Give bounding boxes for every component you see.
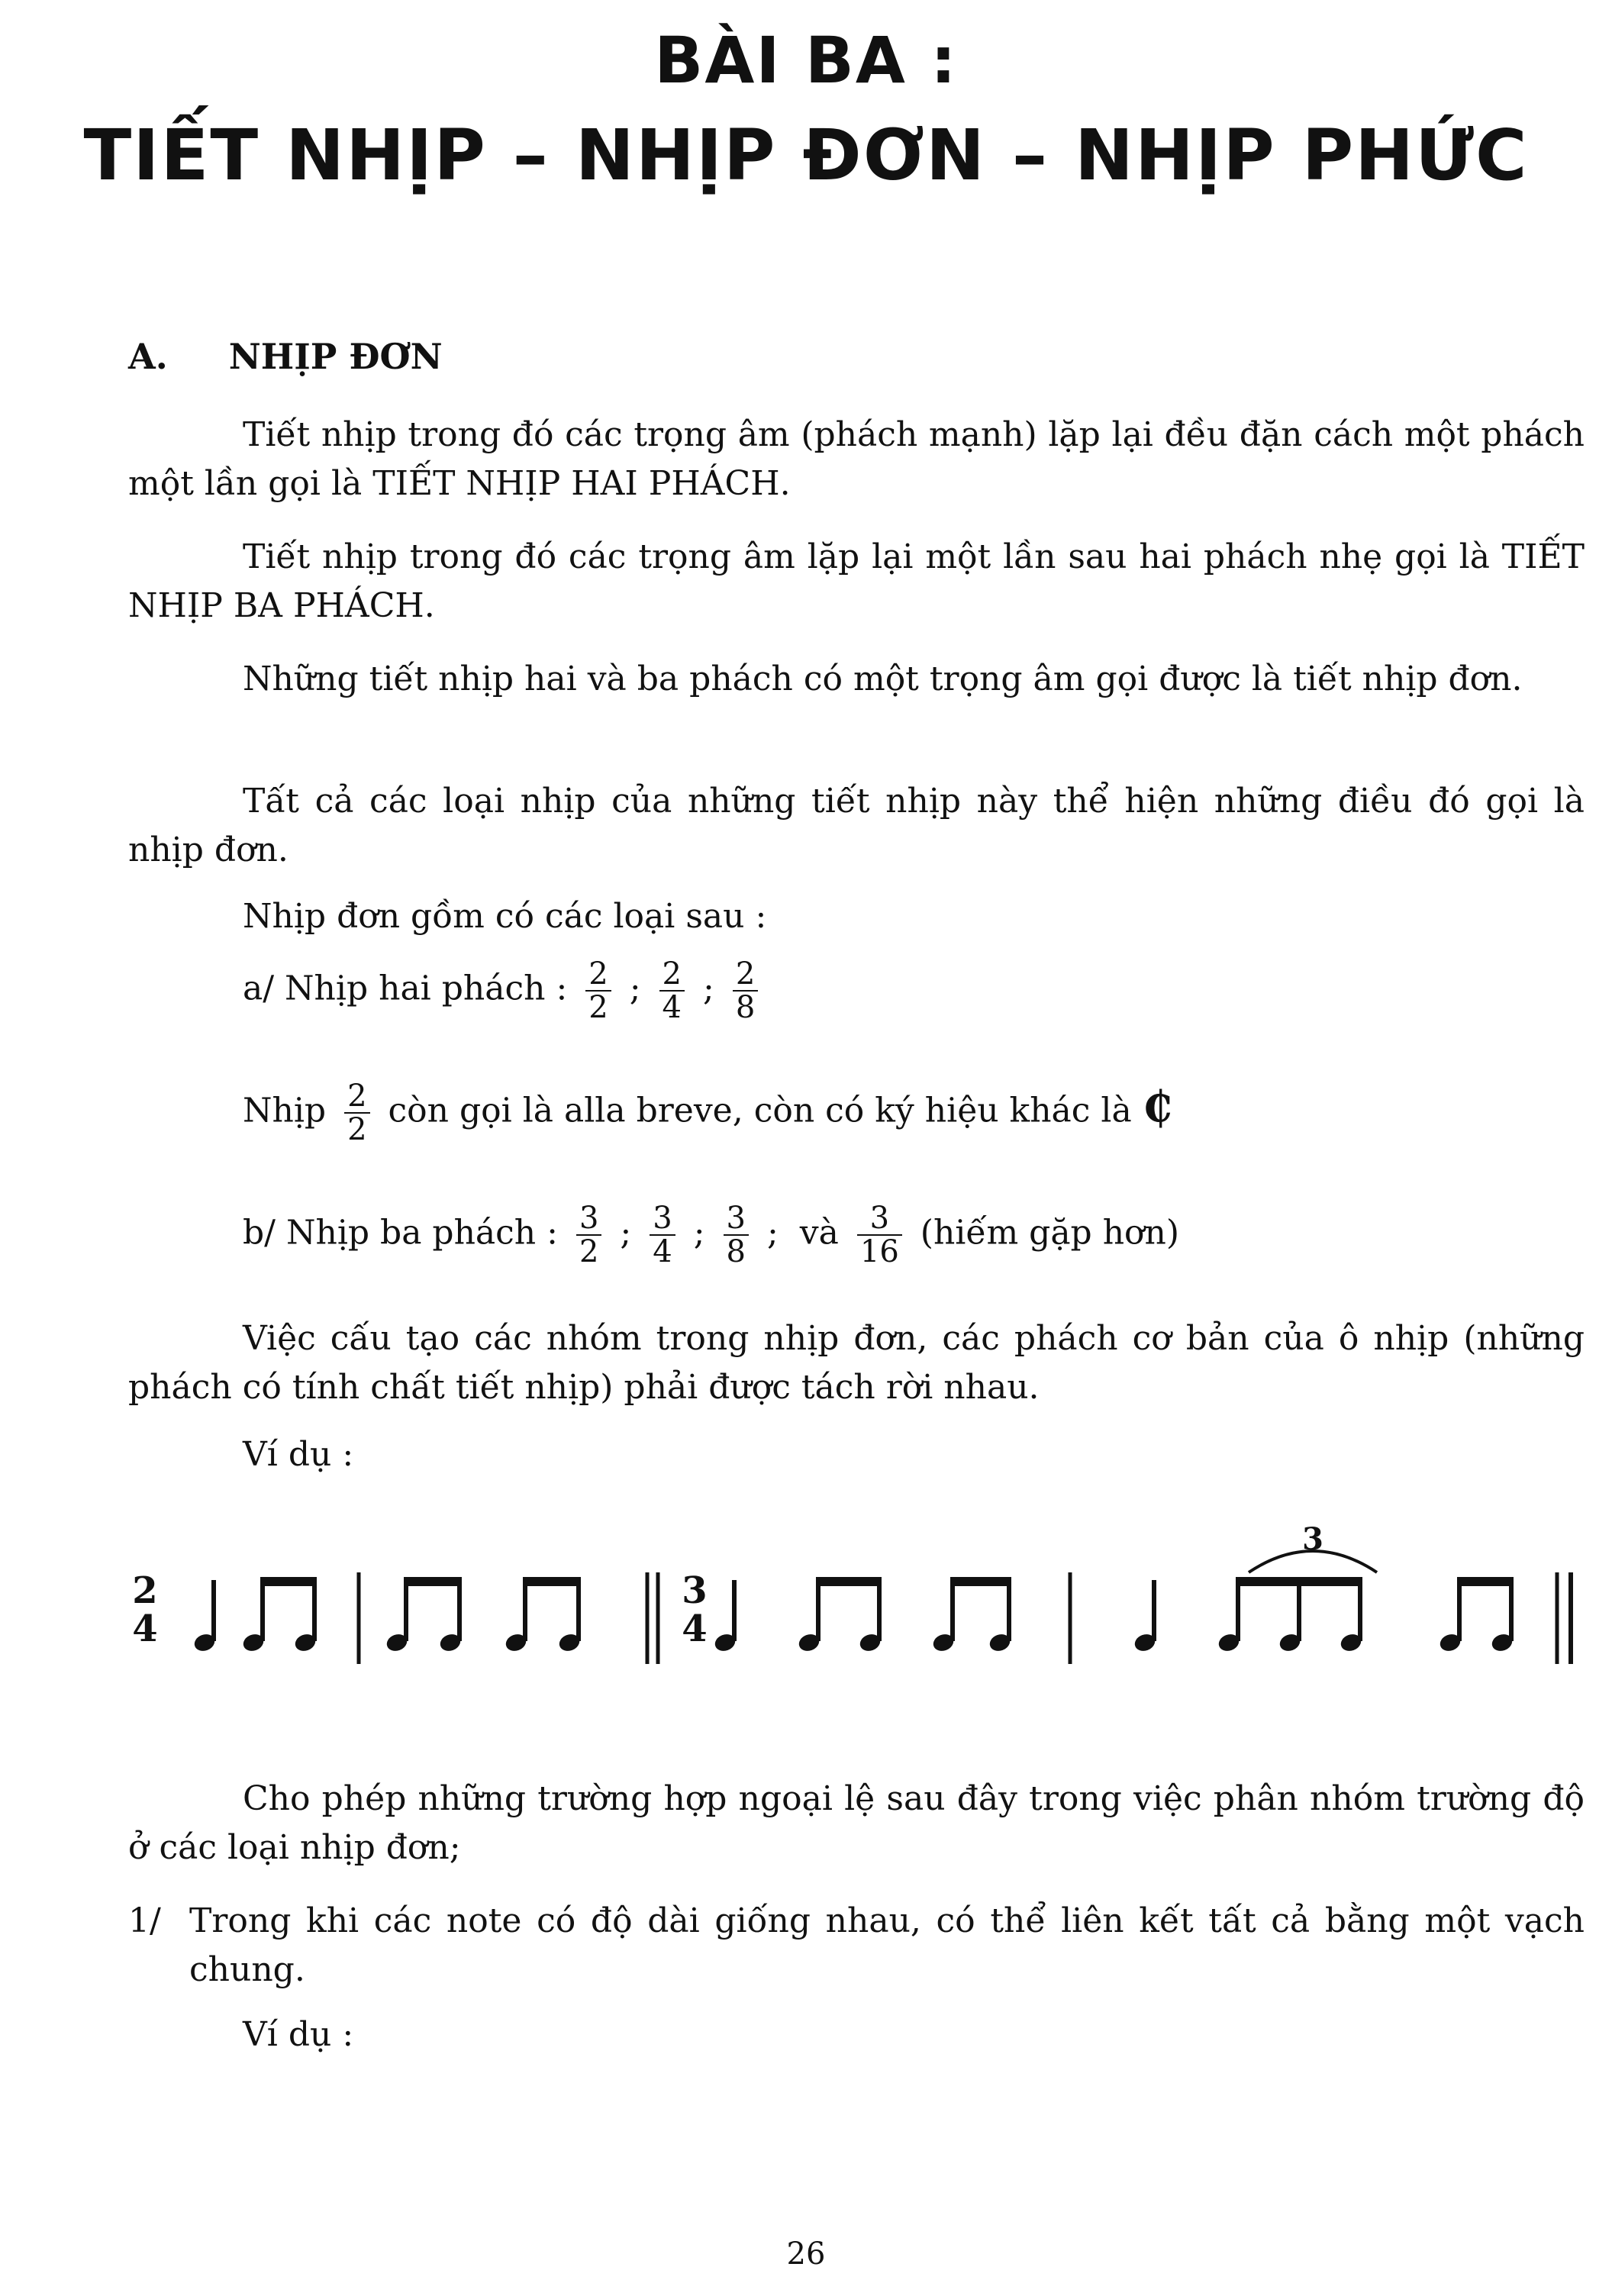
quarter-note: [713, 1580, 737, 1653]
section-label: A.: [128, 336, 168, 377]
three-beat-label: b/ Nhịp ba phách :: [243, 1213, 558, 1253]
eighth-note-pair: [504, 1577, 581, 1653]
fraction: $\frac{2}{2}$: [585, 958, 611, 1024]
fraction: $\frac{2}{2}$: [344, 1080, 369, 1146]
paragraph-text: Tiết nhịp trong đó các trọng âm (phách mạnh) lặp lại đều đặn cách một phách một lần gọi là TIẾT NHỊP HAI PHÁCH.: [128, 415, 1585, 503]
example-label: Ví dụ :: [243, 1435, 354, 1474]
fraction: $\frac{2}{8}$: [733, 958, 758, 1024]
rhythm-notation: [0, 1519, 1612, 1702]
paragraph: [128, 533, 1585, 630]
exception-number: 1/: [128, 1901, 161, 1940]
section-heading: [128, 336, 443, 377]
paragraph-text: Tất cả các loại nhịp của những tiết nhịp này thể hiện những điều đó gọi là nhịp đơn.: [128, 782, 1585, 869]
paragraph-text: Tiết nhịp trong đó các trọng âm lặp lại một lần sau hai phách nhẹ gọi là TIẾT NHỊP BA PHÁCH.: [128, 537, 1585, 625]
two-beat-line: a/ Nhịp hai phách : $\frac{2}{2}$ ; $\frac{2}{4}$ ; $\frac{2}{8}$: [243, 958, 766, 1024]
page-title-line2: TIẾT NHỊP – NHỊP ĐƠN – NHỊP PHỨC: [83, 114, 1529, 196]
exception-item: [128, 1897, 1585, 1994]
paragraph: [128, 655, 1585, 704]
section-title: NHỊP ĐƠN: [228, 336, 443, 377]
quarter-note: [192, 1580, 216, 1653]
paragraph: [128, 777, 1585, 875]
paragraph-text: Cho phép những trường hợp ngoại lệ sau đây trong việc phân nhóm trường độ ở các loại nhịp đơn;: [128, 1779, 1585, 1867]
quarter-note: [1133, 1580, 1156, 1653]
exceptions-paragraph: [128, 1775, 1585, 1872]
and-word: và: [799, 1213, 839, 1253]
grouping-paragraph: [128, 1314, 1585, 1412]
two-beat-label: a/ Nhịp hai phách :: [243, 969, 568, 1008]
fraction: $\frac{3}{4}$: [650, 1202, 675, 1268]
fraction: $\frac{3}{16}$: [857, 1202, 902, 1268]
time-signature-denominator: 4: [132, 1608, 158, 1650]
fraction: $\frac{2}{4}$: [659, 958, 685, 1024]
example-label: Ví dụ :: [243, 2015, 354, 2054]
eighth-note-triplet: [1217, 1577, 1362, 1653]
cut-time-icon: ₵: [1142, 1082, 1172, 1133]
page-title-line1: BÀI BA :: [654, 23, 958, 98]
paragraph-text: Việc cấu tạo các nhóm trong nhịp đơn, các phách cơ bản của ô nhịp (những phách có tính chất tiết nhịp) phải được tách rời nhau.: [128, 1319, 1585, 1407]
alla-breve-text: còn gọi là alla breve, còn có ký hiệu khác là: [388, 1091, 1132, 1130]
eighth-note-pair: [385, 1577, 462, 1653]
exception-text: Trong khi các note có độ dài giống nhau, có thể liên kết tất cả bằng một vạch chung.: [189, 1901, 1585, 1989]
alla-breve-prefix: Nhịp: [243, 1091, 327, 1130]
three-beat-note: (hiếm gặp hơn): [920, 1213, 1180, 1253]
eighth-note-pair: [1438, 1577, 1514, 1653]
eighth-note-pair: [797, 1577, 882, 1653]
eighth-note-pair: [931, 1577, 1011, 1653]
time-signature-numerator: 3: [682, 1569, 708, 1612]
paragraph-text: Những tiết nhịp hai và ba phách có một trọng âm gọi được là tiết nhịp đơn.: [243, 659, 1523, 698]
fraction: $\frac{3}{8}$: [724, 1202, 749, 1268]
time-signature-numerator: 2: [132, 1569, 158, 1612]
eighth-note-pair: [241, 1577, 317, 1653]
alla-breve-line: [243, 1080, 1172, 1146]
time-signature-denominator: 4: [682, 1608, 708, 1650]
fraction: $\frac{3}{2}$: [576, 1202, 601, 1268]
types-intro: Nhịp đơn gồm có các loại sau :: [243, 897, 767, 936]
triplet-label: 3: [1302, 1521, 1323, 1557]
paragraph: [128, 411, 1585, 508]
page-number: 26: [786, 2236, 826, 2272]
three-beat-line: b/ Nhịp ba phách : $\frac{3}{2}$ ; $\frac{3}{4}$ ; $\frac{3}{8}$ ; và $\frac{3}{16}$ (hiếm gặp hơn): [243, 1201, 1180, 1269]
